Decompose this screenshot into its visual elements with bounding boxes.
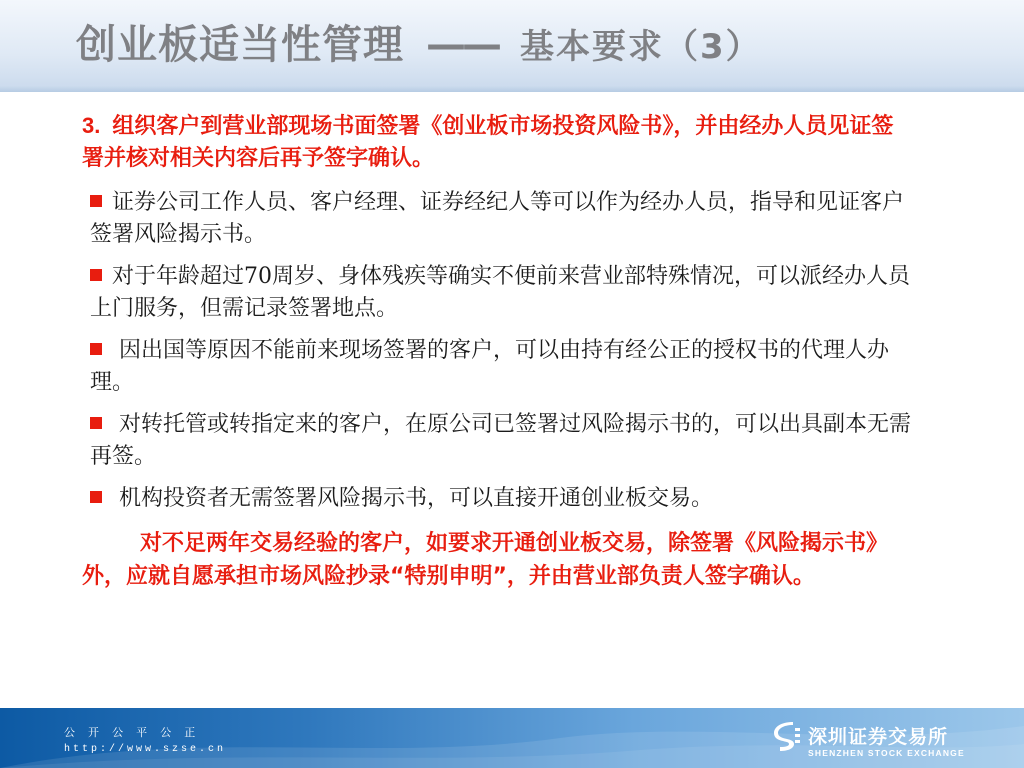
square-bullet-icon	[90, 491, 102, 503]
slide-title	[76, 20, 762, 72]
intro-number: 3.	[82, 113, 101, 138]
bullet-list	[82, 187, 912, 515]
bullet-item	[82, 335, 912, 399]
bullet-item	[82, 261, 912, 325]
footer-motto: 公 开 公 平 公 正	[64, 727, 201, 739]
title-main: 创业板适当性管理	[76, 22, 404, 68]
title-dash: ——	[426, 22, 498, 68]
footer-url: http://www.szse.cn	[64, 744, 227, 755]
title-sub: 基本要求（3）	[520, 27, 762, 67]
square-bullet-icon	[90, 269, 102, 281]
bullet-text: 对于年龄超过70周岁、身体残疾等确实不便前来营业部特殊情况，可以派经办人员上门服务，但需记录签署地点。	[90, 264, 910, 321]
bullet-text: 机构投资者无需签署风险揭示书，可以直接开通创业板交易。	[112, 486, 713, 511]
intro-paragraph	[82, 110, 912, 175]
note-paragraph: 对不足两年交易经验的客户，如要求开通创业板交易，除签署《风险揭示书》外，应就自愿承担市场风险抄录“特别申明”，并由营业部负责人签字确认。	[82, 531, 889, 589]
bullet-text: 证券公司工作人员、客户经理、证券经纪人等可以作为经办人员，指导和见证客户签署风险揭示书。	[90, 190, 905, 247]
bullet-text: 因出国等原因不能前来现场签署的客户，可以由持有经公正的授权书的代理人办理。	[90, 338, 889, 395]
square-bullet-icon	[90, 195, 102, 207]
slide-content	[82, 110, 912, 593]
footer-band	[0, 708, 1024, 768]
square-bullet-icon	[90, 417, 102, 429]
szse-logo-icon	[773, 722, 801, 754]
bullet-text: 对转托管或转指定来的客户，在原公司已签署过风险揭示书的，可以出具副本无需再签。	[90, 412, 911, 469]
logo-chinese-name: 深圳证券交易所	[808, 726, 949, 748]
bullet-item	[82, 409, 912, 473]
bullet-item	[82, 187, 912, 251]
logo-english-name: SHENZHEN STOCK EXCHANGE	[808, 748, 965, 758]
intro-text: 组织客户到营业部现场书面签署《创业板市场投资风险书》，并由经办人员见证签署并核对相关内容后再予签字确认。	[82, 114, 894, 171]
bullet-item	[82, 483, 912, 515]
square-bullet-icon	[90, 343, 102, 355]
